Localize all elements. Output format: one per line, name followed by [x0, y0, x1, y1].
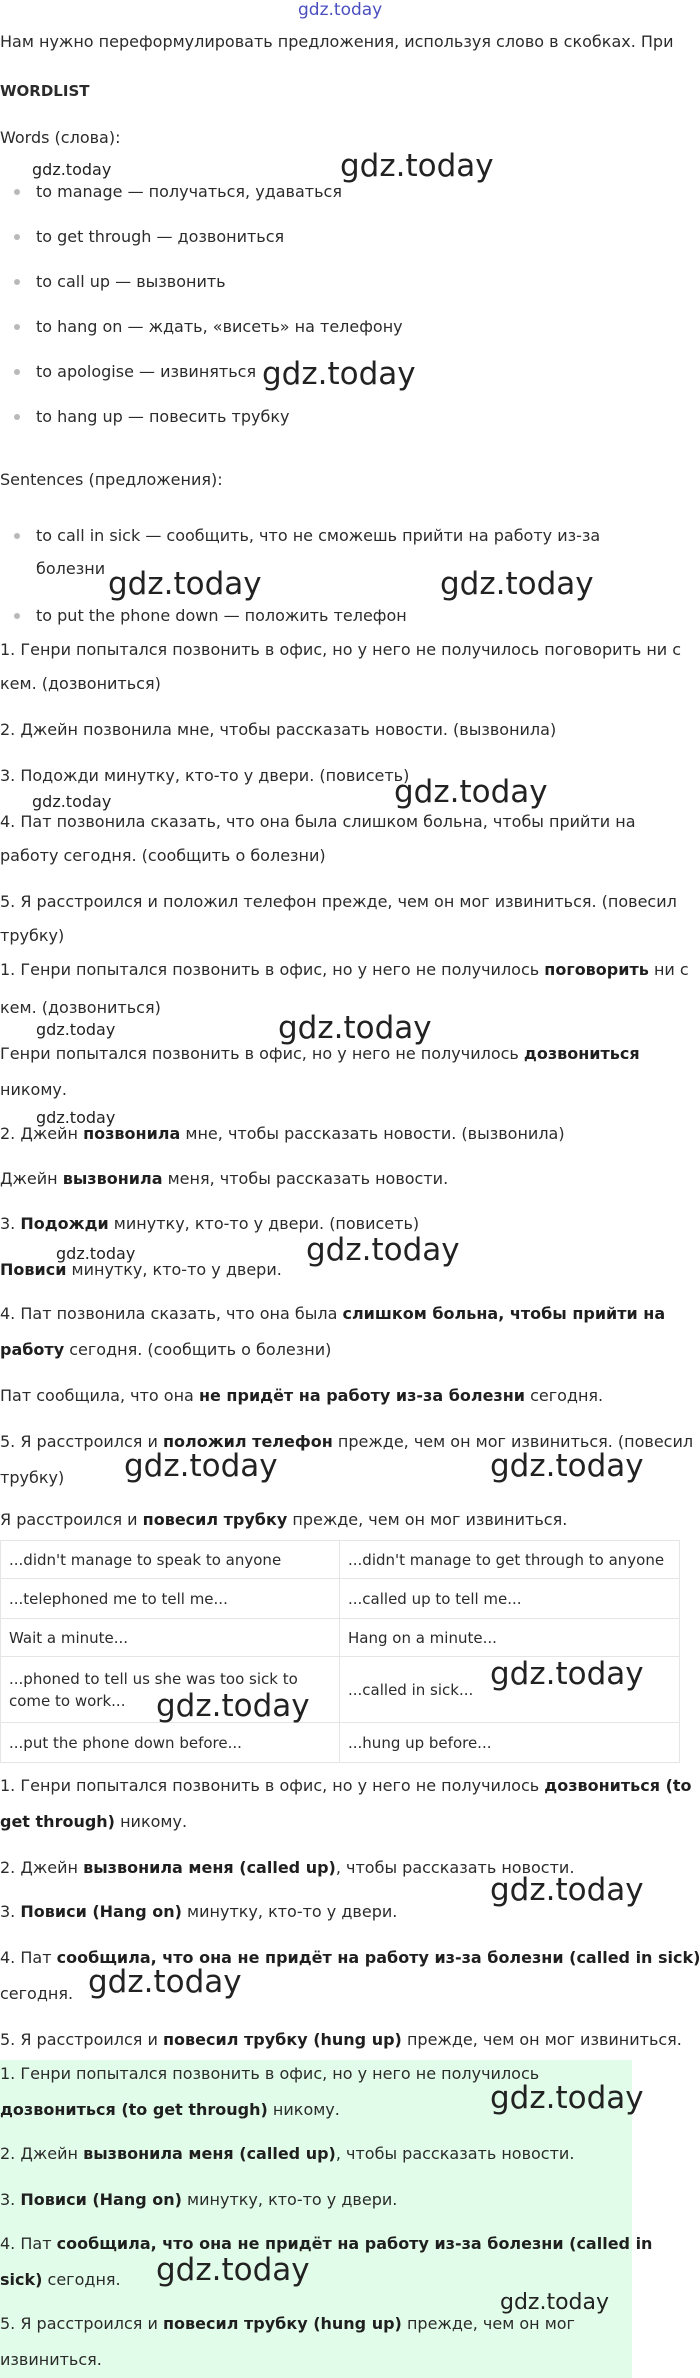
table-cell: ...put the phone down before... — [1, 1723, 340, 1763]
task-line: работу сегодня. (сообщить о болезни) — [0, 1340, 332, 1359]
bullet-icon — [14, 234, 20, 240]
table-cell: Hang on a minute... — [340, 1619, 680, 1657]
list-item: to hang up — повесить трубку — [36, 407, 290, 426]
task-line: 3. Подожди минутку, кто-то у двери. (повисеть) — [0, 1214, 420, 1233]
list-item: to get through — дозвониться — [36, 227, 285, 246]
task-line: кем. (дозвониться) — [0, 674, 161, 693]
task-line: 4. Пат позвонила сказать, что она была слишком больна, чтобы прийти на — [0, 812, 636, 831]
answer-line: 5. Я расстроился и повесил трубку (hung up) прежде, чем он мог — [0, 2314, 575, 2333]
watermark: gdz.today — [490, 1872, 644, 1908]
task-line: 3. Подожди минутку, кто-то у двери. (повисеть) — [0, 766, 410, 785]
answer-line: никому. — [0, 1080, 67, 1099]
table-row — [1, 1723, 680, 1763]
table-cell: ...telephoned me to tell me... — [1, 1579, 340, 1619]
task-line: 2. Джейн позвонила мне, чтобы рассказать новости. (вызвонила) — [0, 720, 557, 739]
bullet-icon — [14, 414, 20, 420]
watermark: gdz.today — [440, 566, 594, 602]
answer-line: Повиси минутку, кто-то у двери. — [0, 1260, 282, 1279]
table-cell: ...hung up before... — [340, 1723, 680, 1763]
list-item: to put the phone down — положить телефон — [36, 606, 407, 625]
watermark: gdz.today — [32, 792, 112, 811]
words-label: Words (слова): — [0, 128, 121, 147]
watermark: gdz.today — [108, 566, 262, 602]
watermark: gdz.today — [278, 1010, 432, 1046]
watermark: gdz.today — [394, 774, 548, 810]
list-item: to manage — получаться, удаваться — [36, 182, 342, 201]
task-line: трубку) — [0, 926, 65, 945]
answer-line: Пат сообщила, что она не придёт на работу из-за болезни сегодня. — [0, 1386, 604, 1405]
list-item: to call up — вызвонить — [36, 272, 226, 291]
task-line: 1. Генри попытался позвонить в офис, но у него не получилось поговорить ни с — [0, 960, 689, 979]
watermark: gdz.today — [500, 2290, 610, 2315]
watermark: gdz.today — [340, 148, 494, 184]
answer-line: 4. Пат сообщила, что она не придёт на работу из-за болезни (called in — [0, 2234, 653, 2253]
watermark: gdz.today — [306, 1232, 460, 1268]
answer-line: 3. Повиси (Hang on) минутку, кто-то у двери. — [0, 2190, 398, 2209]
answer-line: 1. Генри попытался позвонить в офис, но у него не получилось дозвониться (to — [0, 1776, 692, 1795]
table-row — [1, 1619, 680, 1657]
watermark: gdz.today — [156, 1688, 310, 1724]
table-cell: Wait a minute... — [1, 1619, 340, 1657]
watermark: gdz.today — [298, 0, 383, 20]
watermark: gdz.today — [490, 1448, 644, 1484]
answer-line: дозвониться (to get through) никому. — [0, 2100, 340, 2119]
bullet-icon — [14, 279, 20, 285]
task-line: трубку) — [0, 1468, 65, 1487]
answer-line: 2. Джейн вызвонила меня (called up), чтобы рассказать новости. — [0, 2144, 575, 2163]
bullet-icon — [14, 369, 20, 375]
bullet-icon — [14, 533, 20, 539]
table-cell: ...called in sick... — [340, 1657, 680, 1723]
answer-line: 1. Генри попытался позвонить в офис, но у него не получилось — [0, 2064, 540, 2083]
answer-line: Генри попытался позвонить в офис, но у него не получилось дозвониться — [0, 1044, 640, 1063]
table-row — [1, 1579, 680, 1619]
list-item: to call in sick — сообщить, что не сможешь прийти на работу из-за — [36, 526, 601, 545]
answer-line: Джейн вызвонила меня, чтобы рассказать новости. — [0, 1169, 449, 1188]
bullet-icon — [14, 613, 20, 619]
bullet-icon — [14, 189, 20, 195]
table-row — [1, 1541, 680, 1579]
watermark: gdz.today — [156, 2252, 310, 2288]
table-cell: ...called up to tell me... — [340, 1579, 680, 1619]
task-line: работу сегодня. (сообщить о болезни) — [0, 846, 326, 865]
watermark: gdz.today — [490, 2080, 644, 2116]
task-line: 4. Пат позвонила сказать, что она была слишком больна, чтобы прийти на — [0, 1304, 666, 1323]
watermark: gdz.today — [262, 356, 416, 392]
watermark: gdz.today — [36, 1108, 116, 1127]
watermark: gdz.today — [36, 1020, 116, 1039]
wordlist-heading: WORDLIST — [0, 82, 90, 100]
list-item: to apologise — извиняться — [36, 362, 257, 381]
watermark: gdz.today — [32, 160, 112, 179]
answer-line: сегодня. — [0, 1984, 74, 2003]
answer-line: 2. Джейн вызвонила меня (called up), чтобы рассказать новости. — [0, 1858, 575, 1877]
answer-line: sick) сегодня. — [0, 2270, 121, 2289]
answer-line: 5. Я расстроился и повесил трубку (hung up) прежде, чем он мог извиниться. — [0, 2030, 682, 2049]
answer-line: Я расстроился и повесил трубку прежде, чем он мог извиниться. — [0, 1510, 568, 1529]
comparison-table — [0, 1540, 680, 1763]
sentences-label: Sentences (предложения): — [0, 470, 223, 489]
answer-line: извиниться. — [0, 2350, 102, 2369]
watermark: gdz.today — [56, 1244, 136, 1263]
answer-line: 4. Пат сообщила, что она не придёт на работу из-за болезни (called in sick) — [0, 1948, 700, 1967]
task-line: 5. Я расстроился и положил телефон прежде, чем он мог извиниться. (повесил — [0, 892, 677, 911]
answer-line: get through) никому. — [0, 1812, 188, 1831]
bullet-icon — [14, 324, 20, 330]
task-line: 1. Генри попытался позвонить в офис, но у него не получилось поговорить ни с — [0, 640, 682, 659]
watermark: gdz.today — [490, 1656, 644, 1692]
list-item: болезни — [36, 559, 106, 578]
task-line: 2. Джейн позвонила мне, чтобы рассказать новости. (вызвонила) — [0, 1124, 565, 1143]
task-line: кем. (дозвониться) — [0, 998, 161, 1017]
intro-text: Нам нужно переформулировать предложения, используя слово в скобках. При — [0, 32, 674, 51]
task-line: 5. Я расстроился и положил телефон прежде, чем он мог извиниться. (повесил — [0, 1432, 694, 1451]
table-cell: ...didn't manage to get through to anyone — [340, 1541, 680, 1579]
answer-line: 3. Повиси (Hang on) минутку, кто-то у двери. — [0, 1902, 398, 1921]
watermark: gdz.today — [124, 1448, 278, 1484]
list-item: to hang on — ждать, «висеть» на телефону — [36, 317, 403, 336]
watermark: gdz.today — [88, 1964, 242, 2000]
table-cell: ...didn't manage to speak to anyone — [1, 1541, 340, 1579]
table-cell: ...phoned to tell us she was too sick to come to work... — [1, 1657, 340, 1723]
